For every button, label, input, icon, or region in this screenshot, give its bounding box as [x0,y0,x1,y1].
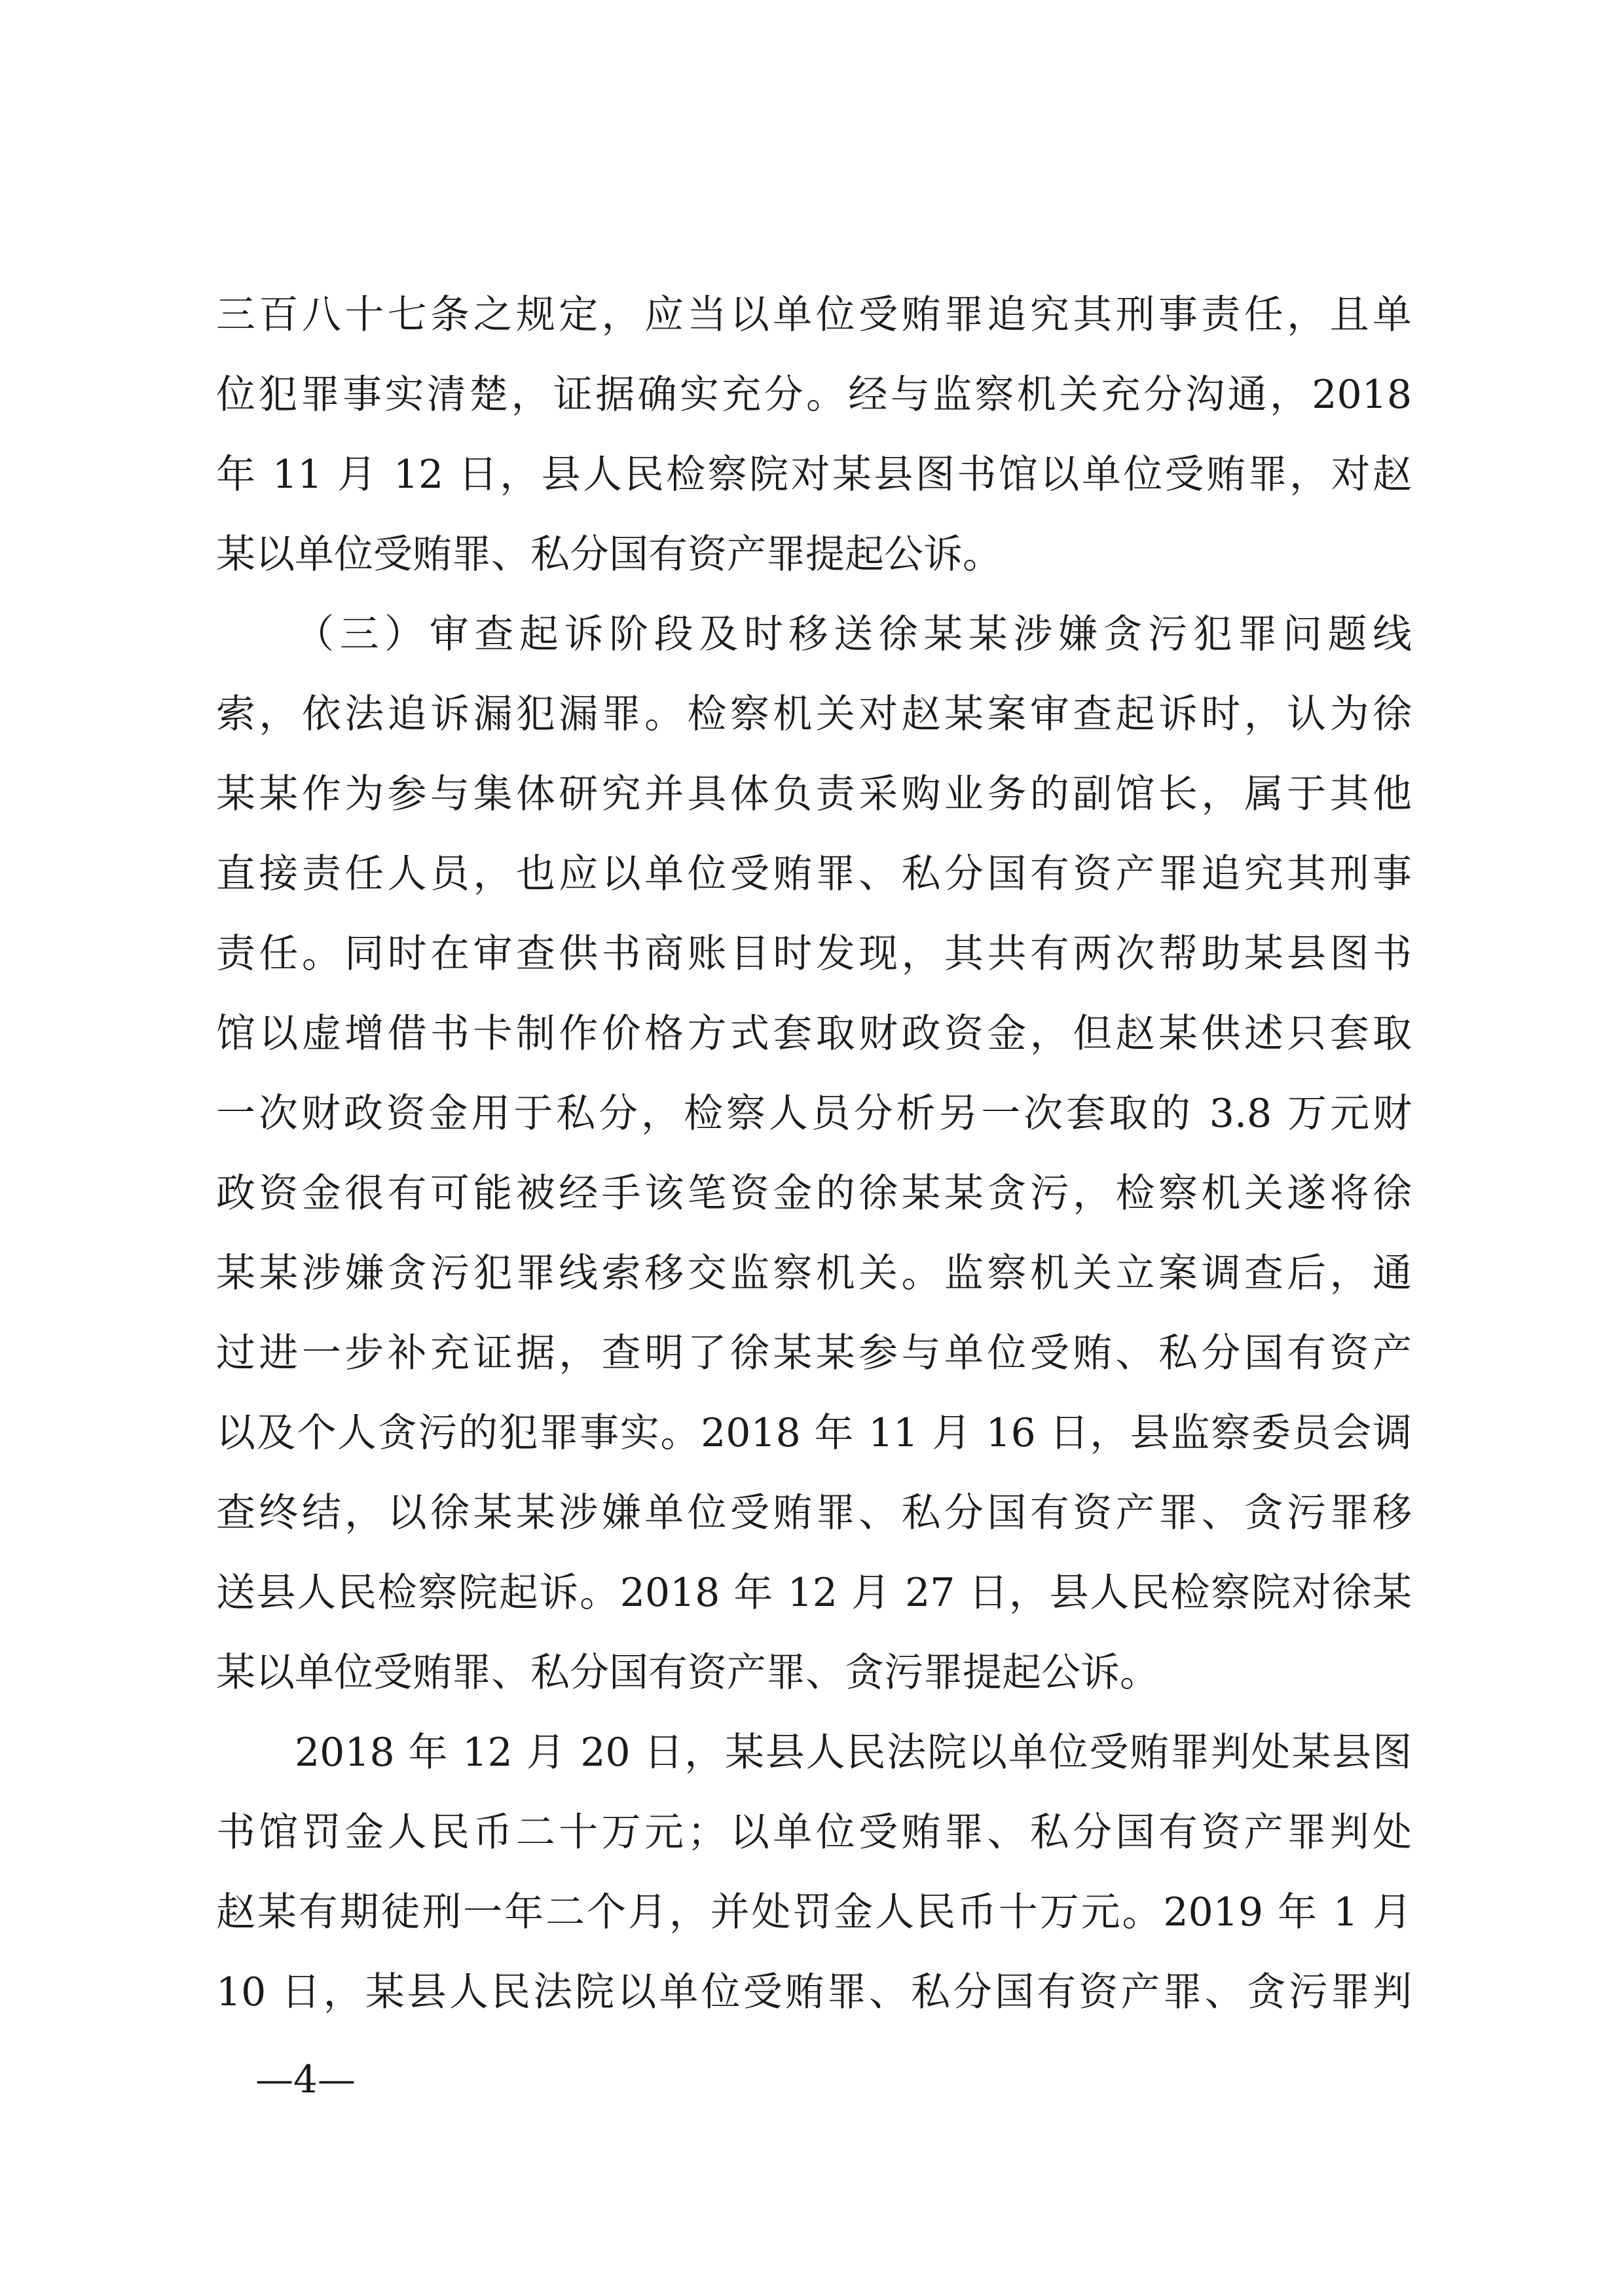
text-line: 10 日，某县人民法院以单位受贿罪、私分国有资产罪、贪污罪判 [216,1969,1412,2015]
text-line: 查终结，以徐某某涉嫌单位受贿罪、私分国有资产罪、贪污罪移 [216,1490,1412,1536]
text-line: 某某作为参与集体研究并具体负责采购业务的副馆长，属于其他 [216,771,1412,817]
body-text [216,275,1412,2032]
section-heading-line: （三）审查起诉阶段及时移送徐某某涉嫌贪污犯罪问题线 [295,611,1412,657]
text-line: 以及个人贪污的犯罪事实。2018 年 11 月 16 日，县监察委员会调 [216,1410,1412,1456]
text-line: 责任。同时在审查供书商账目时发现，其共有两次帮助某县图书 [216,931,1412,977]
page-number: —4— [255,2057,356,2102]
text-line: 过进一步补充证据，查明了徐某某参与单位受贿、私分国有资产 [216,1330,1412,1376]
text-line: 某以单位受贿罪、私分国有资产罪提起公诉。 [216,532,1002,577]
text-line: 年 11 月 12 日，县人民检察院对某县图书馆以单位受贿罪，对赵 [216,452,1412,498]
text-line: 馆以虚增借书卡制作价格方式套取财政资金，但赵某供述只套取 [216,1011,1412,1057]
text-line: 直接责任人员，也应以单位受贿罪、私分国有资产罪追究其刑事 [216,851,1412,897]
text-line: 赵某有期徒刑一年二个月，并处罚金人民币十万元。2019 年 1 月 [216,1889,1412,1935]
text-line: 2018 年 12 月 20 日，某县人民法院以单位受贿罪判处某县图 [295,1730,1412,1776]
text-line: 一次财政资金用于私分，检察人员分析另一次套取的 3.8 万元财 [216,1091,1412,1137]
text-line: 三百八十七条之规定，应当以单位受贿罪追究其刑事责任，且单 [216,292,1412,338]
text-line: 某某涉嫌贪污犯罪线索移交监察机关。监察机关立案调查后，通 [216,1250,1412,1296]
text-line: 政资金很有可能被经手该笔资金的徐某某贪污，检察机关遂将徐 [216,1171,1412,1216]
text-line: 位犯罪事实清楚，证据确实充分。经与监察机关充分沟通，2018 [216,372,1412,418]
text-line: 书馆罚金人民币二十万元；以单位受贿罪、私分国有资产罪判处 [216,1810,1412,1855]
text-line: 某以单位受贿罪、私分国有资产罪、贪污罪提起公诉。 [216,1650,1159,1696]
text-line: 索，依法追诉漏犯漏罪。检察机关对赵某案审查起诉时，认为徐 [216,691,1412,737]
text-line: 送县人民检察院起诉。2018 年 12 月 27 日，县人民检察院对徐某 [216,1570,1412,1616]
